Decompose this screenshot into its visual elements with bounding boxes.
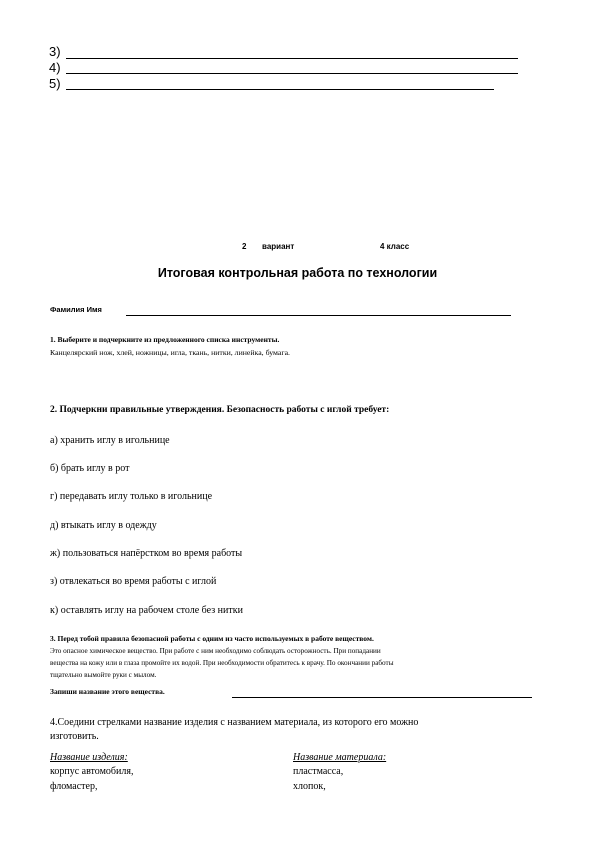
question-3-title: 3. Перед тобой правила безопасной работы с одним из часто используемых в работе веществом. bbox=[50, 634, 374, 643]
answer-line[interactable] bbox=[66, 73, 518, 74]
variant-label: вариант bbox=[262, 242, 295, 251]
question-3-line: тщательно вымойте руки с мылом. bbox=[50, 671, 157, 679]
answer-field[interactable] bbox=[232, 697, 532, 698]
column-header-materials: Название материала: bbox=[293, 752, 387, 763]
material-name[interactable]: пластмасса, bbox=[293, 766, 344, 777]
question-1-text: Канцелярский нож, хлей, ножницы, игла, ткань, нитки, линейка, бумага. bbox=[50, 348, 290, 357]
list-number: 3) bbox=[49, 44, 61, 59]
page-title: Итоговая контрольная работа по технологии bbox=[157, 266, 438, 280]
list-number: 4) bbox=[49, 60, 61, 75]
variant-number: 2 bbox=[242, 242, 247, 251]
question-4-title: 4.Соедини стрелками название изделия с названием материала, из которого его можно bbox=[50, 717, 419, 728]
question-3-answer-label: Запиши название этого вещества. bbox=[50, 687, 165, 696]
question-3-line: вещества на кожу или в глаза промойте их водой. При необходимости обратитесь к врачу. По окончании работы bbox=[50, 659, 394, 667]
item-name[interactable]: фломастер, bbox=[50, 781, 98, 792]
name-field[interactable] bbox=[126, 315, 511, 316]
answer-line[interactable] bbox=[66, 89, 494, 90]
list-item[interactable]: з) отвлекаться во время работы с иглой bbox=[50, 576, 217, 587]
list-number: 5) bbox=[49, 76, 61, 91]
question-1-title: 1. Выберите и подчеркните из предложенного списка инструменты. bbox=[50, 335, 280, 344]
question-3-line: Это опасное химическое вещество. При работе с ним необходимо соблюдать осторожность. При попадании bbox=[50, 647, 381, 655]
question-2-title: 2. Подчеркни правильные утверждения. Безопасность работы с иглой требует: bbox=[50, 405, 390, 415]
column-header-items: Название изделия: bbox=[50, 752, 128, 763]
list-item[interactable]: ж) пользоваться напёрстком во время работы bbox=[50, 548, 243, 559]
name-label: Фамилия Имя bbox=[50, 305, 102, 314]
item-name[interactable]: корпус автомобиля, bbox=[50, 766, 134, 777]
question-4-title-cont: изготовить. bbox=[50, 731, 99, 742]
material-name[interactable]: хлопок, bbox=[293, 781, 326, 792]
grade-label: 4 класс bbox=[380, 242, 410, 251]
list-item[interactable]: к) оставлять иглу на рабочем столе без нитки bbox=[50, 605, 243, 616]
list-item[interactable]: а) хранить иглу в игольнице bbox=[50, 435, 170, 446]
list-item[interactable]: г) передавать иглу только в игольнице bbox=[50, 491, 213, 502]
answer-line[interactable] bbox=[66, 58, 518, 59]
list-item[interactable]: д) втыкать иглу в одежду bbox=[50, 520, 157, 531]
list-item[interactable]: б) брать иглу в рот bbox=[50, 463, 130, 474]
